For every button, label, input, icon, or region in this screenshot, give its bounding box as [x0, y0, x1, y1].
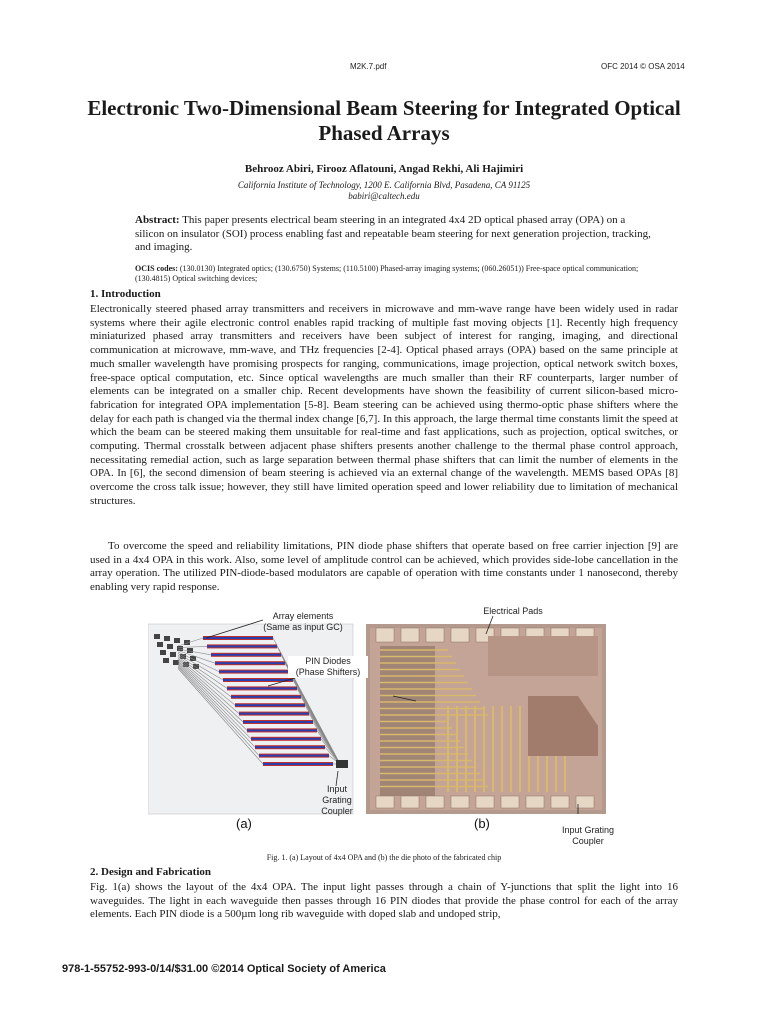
grating-coupler — [163, 658, 169, 663]
pin-diode-core — [231, 696, 301, 698]
grating-coupler — [157, 642, 163, 647]
electrical-pad — [551, 796, 569, 808]
ocis-codes — [135, 264, 655, 284]
label-input-b-line2: Coupler — [572, 836, 604, 846]
electrical-pad — [426, 796, 444, 808]
label-input-a-line2: Grating — [322, 795, 352, 805]
electrical-pad — [451, 628, 469, 642]
pin-diode-core — [263, 763, 333, 765]
label-input-b-line1: Input Grating — [561, 825, 615, 835]
ocis-text: (130.0130) Integrated optics; (130.6750) Systems; (110.5100) Phased-array imaging systems; (060.26051)) Free-space optical communication; (130.4815) Optical switching devices; — [135, 264, 639, 283]
panel-label-b: (b) — [474, 816, 490, 831]
pin-diode-core — [255, 746, 325, 748]
affiliation: California Institute of Technology, 1200 E. California Blvd, Pasadena, CA 91125 — [237, 180, 531, 190]
pin-diode-core — [235, 704, 305, 706]
electrical-pad — [376, 796, 394, 808]
paper-title: Electronic Two-Dimensional Beam Steering for Integrated Optical Phased Arrays — [87, 96, 681, 145]
grating-coupler — [154, 634, 160, 639]
grating-coupler — [164, 636, 170, 641]
electrical-pad — [451, 796, 469, 808]
electrical-pad — [576, 796, 594, 808]
electrical-pad — [401, 628, 419, 642]
pin-diode-core — [203, 637, 273, 639]
copyright-footer: 978-1-55752-993-0/14/$31.00 ©2014 Optical Society of America — [62, 963, 386, 975]
section-heading-design: 2. Design and Fabrication — [90, 866, 212, 878]
abstract — [135, 214, 655, 255]
pdf-filename: M2K.7.pdf — [350, 62, 387, 71]
pin-diode-core — [211, 654, 281, 656]
label-input-a-line3: Coupler — [321, 806, 353, 816]
electrical-pad — [426, 628, 444, 642]
label-pin-diodes-title: PIN Diodes — [305, 656, 351, 666]
pin-diode-core — [259, 755, 329, 757]
abstract-text: This paper presents electrical beam steering in an integrated 4x4 2D optical phased array (OPA) on a silicon on insulator (SOI) process enabling fast and repeatable beam steering for next generation projection, tracking, and imaging. — [135, 214, 651, 253]
author-list: Behrooz Abiri, Firooz Aflatouni, Angad Rekhi, Ali Hajimiri — [244, 163, 524, 175]
figure-1 — [148, 606, 628, 856]
ocis-label: OCIS codes: — [135, 264, 178, 273]
label-input-grating-coupler-a — [313, 784, 361, 817]
pin-diode-core — [227, 687, 297, 689]
grating-coupler — [160, 650, 166, 655]
electrical-pad — [401, 796, 419, 808]
input-grating-coupler — [336, 760, 348, 768]
die-photo-panel-b — [366, 624, 606, 814]
electrical-pad — [376, 628, 394, 642]
conference-header: OFC 2014 © OSA 2014 — [601, 62, 685, 71]
label-array-elements-sub: (Same as input GC) — [263, 622, 343, 632]
pin-diode-core — [207, 645, 277, 647]
grating-coupler — [177, 646, 183, 651]
pin-diode-core — [247, 729, 317, 731]
label-pin-diodes-sub: (Phase Shifters) — [295, 667, 361, 677]
label-electrical-pads: Electrical Pads — [483, 606, 543, 616]
label-input-grating-coupler-b — [548, 825, 628, 847]
grating-coupler — [167, 644, 173, 649]
figure-1-graphics — [148, 606, 628, 856]
grating-coupler — [170, 652, 176, 657]
panel-label-a: (a) — [236, 816, 252, 831]
pin-diode-core — [251, 738, 321, 740]
label-pin-diodes — [288, 656, 368, 678]
bottom-pad-row — [376, 796, 594, 808]
pin-diode-core — [223, 679, 293, 681]
electrical-pad — [501, 796, 519, 808]
pin-diode-core — [243, 721, 313, 723]
label-array-elements — [248, 611, 358, 633]
electrical-pad — [476, 796, 494, 808]
grating-coupler — [174, 638, 180, 643]
intro-paragraph-2: To overcome the speed and reliability limitations, PIN diode phase shifters that operate based on free carrier injection [9] are used in a 4x4 OPA in this work. Also, some level of amplitude control can be achieved, which provides side-lobe cancellation in the array operation. The utilized PIN-diode-based modulators are capable of operation with time constants under 1 nanosecond, thereby enabling very rapid response. — [90, 540, 678, 594]
author-email: babiri@caltech.edu — [348, 191, 420, 201]
pin-diode-core — [239, 713, 309, 715]
section-heading-introduction: 1. Introduction — [90, 288, 161, 300]
pin-diode-core — [219, 671, 289, 673]
electrical-pad — [526, 796, 544, 808]
intro-paragraph-1: Electronically steered phased array transmitters and receivers in microwave and mm-wave range have been widely used in radar systems where their agile electronic control enables rapid tracking of multiple fast moving objects [1]. Recently high frequency miniaturized phased array transmitters and receivers have been subject of interest for ranging, imaging, and directional communication at microwave, mm-wave, and THz frequencies [2-4]. Optical phased arrays (OPA) based on the same principle at much smaller wavelength have promising prospects for ranging, communications, image projection, optical network switch boxes, free-space optical computation, etc. Since optical wavelengths are much smaller than their RF counterparts, larger number of elements can be integrated on a smaller chip. Recent developments have shown the feasibility of current silicon-based micro-fabrication for integrated OPA implementation [5-8]. Beam steering can be achieved using thermo-optic phase shifters where the delay for each path is changed via the thermal index change [6,7]. In this approach, the large thermal time constants limit the speed at which the beam can be steered making them unsuitable for real-time and fast applications, such as projection, optical switches, or computing. Thermal crosstalk between adjacent phase shifters presents another challenge to the thermal phase control approach, necessitating remedial action, such as large separation between thermal phase shifters that can limit the number of elements in the OPA. In [6], the second dimension of beam steering is achieved via an external change of the wavelength. MEMS based OPAs [8] overcome the cross talk issue; however, they still have limited operation speed and lower reliability due to limitation of mechanical structures. — [90, 303, 678, 507]
label-input-a-line1: Input — [326, 784, 348, 794]
figure-1-caption: Fig. 1. (a) Layout of 4x4 OPA and (b) the die photo of the fabricated chip — [266, 853, 502, 862]
abstract-label: Abstract: — [135, 214, 180, 226]
affiliation-block — [80, 180, 688, 202]
pin-diode-core — [215, 662, 285, 664]
design-paragraph-1: Fig. 1(a) shows the layout of the 4x4 OPA. The input light passes through a chain of Y-junctions that split the light into 16 waveguides. The light in each waveguide then passes through 16 PIN diodes that provide the phase control for each of the array elements. Each PIN diode is a 500µm long rib waveguide with doped slab and undoped strip, — [90, 881, 678, 921]
label-array-elements-title: Array elements — [272, 611, 334, 621]
